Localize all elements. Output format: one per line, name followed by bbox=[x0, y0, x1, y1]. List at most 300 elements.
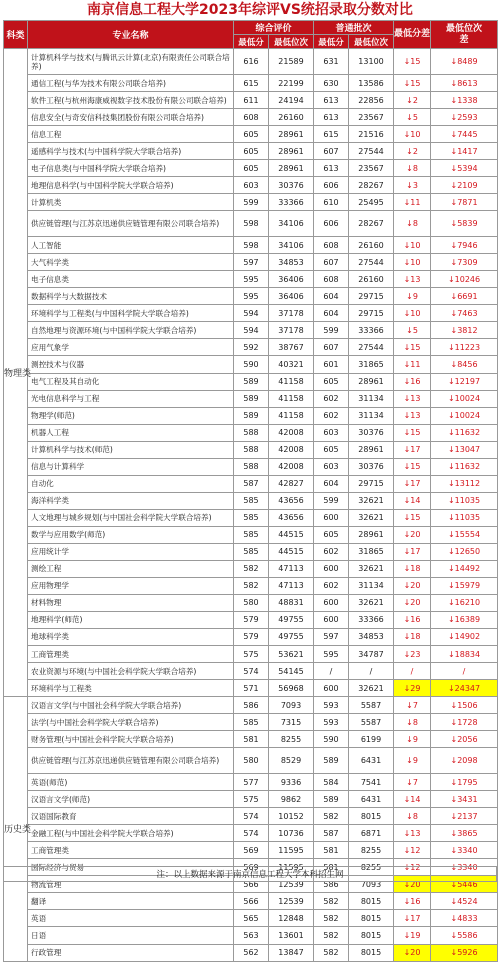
min-score-diff: ↓10 bbox=[394, 237, 431, 254]
min-rank-diff: ↓10246 bbox=[431, 271, 498, 288]
table-row bbox=[4, 109, 498, 126]
major-name: 法学(与中国社会科学院大学联合培养) bbox=[28, 714, 234, 731]
table-row bbox=[4, 697, 498, 714]
comp-min-rank: 9862 bbox=[269, 791, 314, 808]
footnote: 注：以上数据来源于南京信息工程大学本科招生网 bbox=[3, 866, 497, 882]
comp-min-rank: 28961 bbox=[269, 143, 314, 160]
major-name: 英语 bbox=[28, 910, 234, 927]
reg-min-rank: 28267 bbox=[349, 177, 394, 194]
table-row bbox=[4, 441, 498, 458]
comp-min-rank: 34106 bbox=[269, 237, 314, 254]
major-name: 信息与计算科学 bbox=[28, 458, 234, 475]
comp-min-rank: 12848 bbox=[269, 910, 314, 927]
table-row bbox=[4, 842, 498, 859]
min-rank-diff: ↓10024 bbox=[431, 407, 498, 424]
comp-min-rank: 41158 bbox=[269, 390, 314, 407]
reg-min-score: 582 bbox=[314, 910, 349, 927]
min-rank-diff: ↓13047 bbox=[431, 441, 498, 458]
reg-min-score: 589 bbox=[314, 748, 349, 774]
comp-min-score: 588 bbox=[234, 458, 269, 475]
reg-min-rank: 30376 bbox=[349, 424, 394, 441]
reg-min-score: 610 bbox=[314, 194, 349, 211]
min-rank-diff: ↓7871 bbox=[431, 194, 498, 211]
comp-min-rank: 40321 bbox=[269, 356, 314, 373]
comp-min-rank: 37178 bbox=[269, 305, 314, 322]
comp-min-score: 595 bbox=[234, 271, 269, 288]
min-score-diff: ↓20 bbox=[394, 577, 431, 594]
reg-min-score: 631 bbox=[314, 49, 349, 75]
reg-min-rank: 27544 bbox=[349, 143, 394, 160]
comp-min-rank: 8529 bbox=[269, 748, 314, 774]
comp-min-score: 580 bbox=[234, 748, 269, 774]
major-name: 应用物理学 bbox=[28, 577, 234, 594]
comp-min-score: 589 bbox=[234, 407, 269, 424]
major-name: 供应链管理(与江苏京迅递供应链管理有限公司联合培养) bbox=[28, 211, 234, 237]
comp-min-rank: 22199 bbox=[269, 75, 314, 92]
reg-min-score: 593 bbox=[314, 714, 349, 731]
header-min-rank-diff: 最低位次差 bbox=[431, 21, 498, 49]
comp-min-rank: 33366 bbox=[269, 194, 314, 211]
comp-min-score: 595 bbox=[234, 288, 269, 305]
comp-min-score: 616 bbox=[234, 49, 269, 75]
comp-min-rank: 26160 bbox=[269, 109, 314, 126]
comp-min-rank: 11595 bbox=[269, 859, 314, 876]
comp-min-rank: 13601 bbox=[269, 927, 314, 944]
table-row bbox=[4, 237, 498, 254]
comp-min-score: 605 bbox=[234, 126, 269, 143]
min-rank-diff: ↓5394 bbox=[431, 160, 498, 177]
major-name: 行政管理 bbox=[28, 944, 234, 961]
major-name: 自然地理与资源环境(与中国科学院大学联合培养) bbox=[28, 322, 234, 339]
header-regular: 普通批次 bbox=[314, 21, 394, 35]
major-name: 金融工程(与中国社会科学院大学联合培养) bbox=[28, 825, 234, 842]
min-rank-diff: ↓16389 bbox=[431, 611, 498, 628]
category-cell: 历史类 bbox=[4, 697, 28, 961]
min-rank-diff: ↓24347 bbox=[431, 680, 498, 697]
reg-min-rank: 33366 bbox=[349, 322, 394, 339]
min-score-diff: ↓8 bbox=[394, 714, 431, 731]
reg-min-score: 604 bbox=[314, 475, 349, 492]
comp-min-score: 594 bbox=[234, 322, 269, 339]
comp-min-rank: 12539 bbox=[269, 893, 314, 910]
table-row bbox=[4, 774, 498, 791]
reg-min-score: 600 bbox=[314, 611, 349, 628]
major-name: 人文地理与城乡规划(与中国社会科学院大学联合培养) bbox=[28, 509, 234, 526]
comp-min-score: 581 bbox=[234, 731, 269, 748]
reg-min-score: 602 bbox=[314, 577, 349, 594]
reg-min-score: 607 bbox=[314, 254, 349, 271]
min-rank-diff: ↓3431 bbox=[431, 791, 498, 808]
reg-min-rank: 8015 bbox=[349, 944, 394, 961]
table-row bbox=[4, 577, 498, 594]
min-score-diff: ↓7 bbox=[394, 697, 431, 714]
comp-min-score: 585 bbox=[234, 509, 269, 526]
min-score-diff: ↓15 bbox=[394, 509, 431, 526]
table-row bbox=[4, 731, 498, 748]
reg-min-score: 603 bbox=[314, 424, 349, 441]
table-row bbox=[4, 927, 498, 944]
reg-min-score: 605 bbox=[314, 373, 349, 390]
reg-min-rank: 29715 bbox=[349, 475, 394, 492]
min-rank-diff: ↓11035 bbox=[431, 509, 498, 526]
min-rank-diff: ↓4833 bbox=[431, 910, 498, 927]
comp-min-rank: 36406 bbox=[269, 288, 314, 305]
comp-min-rank: 42827 bbox=[269, 475, 314, 492]
major-name: 材料物理 bbox=[28, 594, 234, 611]
reg-min-score: 586 bbox=[314, 876, 349, 893]
table-row bbox=[4, 944, 498, 961]
major-name: 供应链管理(与江苏京迅递供应链管理有限公司联合培养) bbox=[28, 748, 234, 774]
min-score-diff: ↓15 bbox=[394, 75, 431, 92]
comp-min-score: 592 bbox=[234, 339, 269, 356]
major-name: 国际经济与贸易 bbox=[28, 859, 234, 876]
reg-min-score: 582 bbox=[314, 808, 349, 825]
min-score-diff: ↓20 bbox=[394, 594, 431, 611]
major-name: 通信工程(与华为技术有限公司联合培养) bbox=[28, 75, 234, 92]
comp-min-score: 579 bbox=[234, 628, 269, 645]
table-row bbox=[4, 49, 498, 75]
header-reg-min-rank: 最低位次 bbox=[349, 35, 394, 49]
page-title: 南京信息工程大学2023年综评VS统招录取分数对比 bbox=[87, 2, 413, 18]
min-rank-diff: ↓3812 bbox=[431, 322, 498, 339]
reg-min-rank: 32621 bbox=[349, 560, 394, 577]
table-row bbox=[4, 475, 498, 492]
comp-min-rank: 49755 bbox=[269, 628, 314, 645]
reg-min-rank: 8015 bbox=[349, 893, 394, 910]
reg-min-score: 582 bbox=[314, 927, 349, 944]
min-score-diff: ↓15 bbox=[394, 49, 431, 75]
min-rank-diff: ↓1338 bbox=[431, 92, 498, 109]
min-rank-diff: ↓8489 bbox=[431, 49, 498, 75]
comp-min-rank: 53621 bbox=[269, 646, 314, 663]
reg-min-rank: 5587 bbox=[349, 697, 394, 714]
major-name: 汉语国际教育 bbox=[28, 808, 234, 825]
reg-min-score: 602 bbox=[314, 407, 349, 424]
reg-min-score: 599 bbox=[314, 492, 349, 509]
comp-min-rank: 11595 bbox=[269, 842, 314, 859]
major-name: 翻译 bbox=[28, 893, 234, 910]
reg-min-rank: 22856 bbox=[349, 92, 394, 109]
min-score-diff: ↓18 bbox=[394, 628, 431, 645]
reg-min-score: 605 bbox=[314, 526, 349, 543]
comp-min-score: 566 bbox=[234, 893, 269, 910]
table-row bbox=[4, 791, 498, 808]
reg-min-rank: 31134 bbox=[349, 577, 394, 594]
comp-min-rank: 49755 bbox=[269, 611, 314, 628]
table-row bbox=[4, 594, 498, 611]
comp-min-rank: 13847 bbox=[269, 944, 314, 961]
comp-min-rank: 34853 bbox=[269, 254, 314, 271]
min-score-diff: ↓17 bbox=[394, 475, 431, 492]
reg-min-rank: 6431 bbox=[349, 791, 394, 808]
reg-min-rank: 34853 bbox=[349, 628, 394, 645]
min-score-diff: ↓20 bbox=[394, 526, 431, 543]
reg-min-score: 597 bbox=[314, 628, 349, 645]
header-comp-min-score: 最低分 bbox=[234, 35, 269, 49]
min-score-diff: ↓17 bbox=[394, 441, 431, 458]
reg-min-score: 600 bbox=[314, 594, 349, 611]
comp-min-rank: 56968 bbox=[269, 680, 314, 697]
major-name: 自动化 bbox=[28, 475, 234, 492]
min-score-diff: ↓10 bbox=[394, 305, 431, 322]
min-score-diff: ↓9 bbox=[394, 731, 431, 748]
major-name: 计算机科学与技术(与腾讯云计算(北京)有限责任公司联合培养) bbox=[28, 49, 234, 75]
comp-min-rank: 7315 bbox=[269, 714, 314, 731]
major-name: 大气科学类 bbox=[28, 254, 234, 271]
reg-min-score: 595 bbox=[314, 646, 349, 663]
reg-min-score: 607 bbox=[314, 143, 349, 160]
min-score-diff: ↓3 bbox=[394, 177, 431, 194]
comp-min-rank: 44515 bbox=[269, 543, 314, 560]
reg-min-rank: 8015 bbox=[349, 927, 394, 944]
reg-min-rank: 28961 bbox=[349, 373, 394, 390]
comp-min-score: 615 bbox=[234, 75, 269, 92]
min-score-diff: ↓10 bbox=[394, 126, 431, 143]
major-name: 遥感科学与技术(与中国科学院大学联合培养) bbox=[28, 143, 234, 160]
min-rank-diff: ↓18834 bbox=[431, 646, 498, 663]
major-name: 数据科学与大数据技术 bbox=[28, 288, 234, 305]
min-rank-diff: ↓7309 bbox=[431, 254, 498, 271]
min-score-diff: ↓12 bbox=[394, 842, 431, 859]
table-row bbox=[4, 458, 498, 475]
major-name: 财务管理(与中国社会科学院大学联合培养) bbox=[28, 731, 234, 748]
comp-min-score: 608 bbox=[234, 109, 269, 126]
min-score-diff: ↓15 bbox=[394, 339, 431, 356]
min-rank-diff: ↓15554 bbox=[431, 526, 498, 543]
reg-min-score: 613 bbox=[314, 92, 349, 109]
table-row bbox=[4, 373, 498, 390]
major-name: 电气工程及其自动化 bbox=[28, 373, 234, 390]
comp-min-score: 585 bbox=[234, 492, 269, 509]
major-name: 计算机类 bbox=[28, 194, 234, 211]
major-name: 测控技术与仪器 bbox=[28, 356, 234, 373]
min-rank-diff: ↓2593 bbox=[431, 109, 498, 126]
major-name: 人工智能 bbox=[28, 237, 234, 254]
header-min-diff: 最低分差 bbox=[394, 21, 431, 49]
reg-min-score: 601 bbox=[314, 356, 349, 373]
header-comp-min-rank: 最低位次 bbox=[269, 35, 314, 49]
min-rank-diff: ↓3340 bbox=[431, 859, 498, 876]
min-score-diff: ↓17 bbox=[394, 543, 431, 560]
comp-min-score: 569 bbox=[234, 859, 269, 876]
reg-min-rank: 5587 bbox=[349, 714, 394, 731]
min-rank-diff: ↓16210 bbox=[431, 594, 498, 611]
reg-min-score: 582 bbox=[314, 944, 349, 961]
comp-min-score: 605 bbox=[234, 160, 269, 177]
comp-min-score: 563 bbox=[234, 927, 269, 944]
min-rank-diff: ↓8613 bbox=[431, 75, 498, 92]
min-score-diff: ↓15 bbox=[394, 424, 431, 441]
reg-min-rank: 33366 bbox=[349, 611, 394, 628]
comp-min-rank: 12539 bbox=[269, 876, 314, 893]
comp-min-score: 598 bbox=[234, 237, 269, 254]
min-rank-diff: / bbox=[431, 663, 498, 680]
min-score-diff: ↓23 bbox=[394, 646, 431, 663]
comp-min-rank: 9336 bbox=[269, 774, 314, 791]
min-score-diff: ↓11 bbox=[394, 194, 431, 211]
reg-min-rank: 31134 bbox=[349, 390, 394, 407]
table-row bbox=[4, 825, 498, 842]
major-name: 应用气象学 bbox=[28, 339, 234, 356]
comp-min-rank: 44515 bbox=[269, 526, 314, 543]
table-row bbox=[4, 628, 498, 645]
min-rank-diff: ↓14902 bbox=[431, 628, 498, 645]
reg-min-rank: 13586 bbox=[349, 75, 394, 92]
major-name: 地理科学(师范) bbox=[28, 611, 234, 628]
comp-min-rank: 41158 bbox=[269, 373, 314, 390]
major-name: 汉语言文学(师范) bbox=[28, 791, 234, 808]
header-major: 专业名称 bbox=[28, 21, 234, 49]
reg-min-score: 593 bbox=[314, 697, 349, 714]
table-row bbox=[4, 288, 498, 305]
min-score-diff: ↓13 bbox=[394, 390, 431, 407]
major-name: 环境科学与工程类(与中国科学院大学联合培养) bbox=[28, 305, 234, 322]
min-rank-diff: ↓7946 bbox=[431, 237, 498, 254]
table-row bbox=[4, 663, 498, 680]
reg-min-rank: 27544 bbox=[349, 254, 394, 271]
comp-min-rank: 54145 bbox=[269, 663, 314, 680]
major-name: 汉语言文学(与中国社会科学院大学联合培养) bbox=[28, 697, 234, 714]
min-rank-diff: ↓15979 bbox=[431, 577, 498, 594]
reg-min-rank: 32621 bbox=[349, 594, 394, 611]
min-score-diff: ↓16 bbox=[394, 373, 431, 390]
comp-min-score: 565 bbox=[234, 910, 269, 927]
comp-min-rank: 7093 bbox=[269, 697, 314, 714]
reg-min-score: 613 bbox=[314, 160, 349, 177]
reg-min-rank: 32621 bbox=[349, 492, 394, 509]
comp-min-score: 575 bbox=[234, 646, 269, 663]
reg-min-score: 604 bbox=[314, 305, 349, 322]
comp-min-rank: 47113 bbox=[269, 560, 314, 577]
major-name: 软件工程(与杭州海康威视数字技术股份有限公司联合培养) bbox=[28, 92, 234, 109]
comp-min-score: 574 bbox=[234, 663, 269, 680]
table-row bbox=[4, 160, 498, 177]
min-rank-diff: ↓1728 bbox=[431, 714, 498, 731]
comp-min-rank: 10736 bbox=[269, 825, 314, 842]
min-rank-diff: ↓3865 bbox=[431, 825, 498, 842]
min-rank-diff: ↓12197 bbox=[431, 373, 498, 390]
reg-min-score: 587 bbox=[314, 825, 349, 842]
reg-min-score: 603 bbox=[314, 458, 349, 475]
comp-min-rank: 36406 bbox=[269, 271, 314, 288]
min-score-diff: ↓17 bbox=[394, 910, 431, 927]
comp-min-rank: 28961 bbox=[269, 126, 314, 143]
reg-min-score: 599 bbox=[314, 322, 349, 339]
table-row bbox=[4, 611, 498, 628]
comp-min-score: 574 bbox=[234, 825, 269, 842]
header-category: 科类 bbox=[4, 21, 28, 49]
reg-min-rank: 21516 bbox=[349, 126, 394, 143]
reg-min-score: 604 bbox=[314, 288, 349, 305]
min-rank-diff: ↓2098 bbox=[431, 748, 498, 774]
comp-min-rank: 43656 bbox=[269, 509, 314, 526]
comp-min-score: 582 bbox=[234, 560, 269, 577]
comp-min-score: 588 bbox=[234, 424, 269, 441]
min-score-diff: ↓2 bbox=[394, 143, 431, 160]
reg-min-score: / bbox=[314, 663, 349, 680]
reg-min-score: 613 bbox=[314, 109, 349, 126]
comp-min-score: 575 bbox=[234, 791, 269, 808]
reg-min-rank: 13100 bbox=[349, 49, 394, 75]
min-rank-diff: ↓1506 bbox=[431, 697, 498, 714]
table-row bbox=[4, 92, 498, 109]
reg-min-rank: 23567 bbox=[349, 109, 394, 126]
min-score-diff: ↓14 bbox=[394, 492, 431, 509]
reg-min-rank: 23567 bbox=[349, 160, 394, 177]
reg-min-rank: 29715 bbox=[349, 305, 394, 322]
min-score-diff: ↓20 bbox=[394, 944, 431, 961]
major-name: 测绘工程 bbox=[28, 560, 234, 577]
category-cell: 物理类 bbox=[4, 49, 28, 697]
comp-min-score: 585 bbox=[234, 714, 269, 731]
min-score-diff: ↓13 bbox=[394, 825, 431, 842]
comp-min-score: 603 bbox=[234, 177, 269, 194]
major-name: 英语(师范) bbox=[28, 774, 234, 791]
major-name: 机器人工程 bbox=[28, 424, 234, 441]
min-score-diff: ↓5 bbox=[394, 322, 431, 339]
min-score-diff: ↓10 bbox=[394, 254, 431, 271]
min-rank-diff: ↓5586 bbox=[431, 927, 498, 944]
comp-min-score: 598 bbox=[234, 211, 269, 237]
comp-min-score: 574 bbox=[234, 808, 269, 825]
table-row bbox=[4, 680, 498, 697]
table-row bbox=[4, 194, 498, 211]
reg-min-score: 606 bbox=[314, 211, 349, 237]
reg-min-rank: 26160 bbox=[349, 271, 394, 288]
reg-min-score: 581 bbox=[314, 842, 349, 859]
min-rank-diff: ↓5446 bbox=[431, 876, 498, 893]
min-rank-diff: ↓7445 bbox=[431, 126, 498, 143]
min-score-diff: ↓8 bbox=[394, 211, 431, 237]
reg-min-rank: 28267 bbox=[349, 211, 394, 237]
table-body bbox=[4, 49, 498, 962]
reg-min-score: 590 bbox=[314, 731, 349, 748]
min-score-diff: ↓13 bbox=[394, 407, 431, 424]
table-row bbox=[4, 75, 498, 92]
major-name: 工商管理类 bbox=[28, 646, 234, 663]
header-comprehensive: 综合评价 bbox=[234, 21, 314, 35]
comp-min-score: 589 bbox=[234, 373, 269, 390]
min-rank-diff: ↓2137 bbox=[431, 808, 498, 825]
reg-min-score: 600 bbox=[314, 680, 349, 697]
table-row bbox=[4, 509, 498, 526]
reg-min-rank: 28961 bbox=[349, 441, 394, 458]
min-rank-diff: ↓5839 bbox=[431, 211, 498, 237]
min-rank-diff: ↓2109 bbox=[431, 177, 498, 194]
min-rank-diff: ↓14492 bbox=[431, 560, 498, 577]
header-reg-min-score: 最低分 bbox=[314, 35, 349, 49]
major-name: 信息安全(与奇安信科技集团股份有限公司联合培养) bbox=[28, 109, 234, 126]
comp-min-rank: 42008 bbox=[269, 424, 314, 441]
major-name: 地球科学类 bbox=[28, 628, 234, 645]
major-name: 农业资源与环境(与中国社会科学院大学联合培养) bbox=[28, 663, 234, 680]
comp-min-rank: 34106 bbox=[269, 211, 314, 237]
reg-min-score: 600 bbox=[314, 560, 349, 577]
min-rank-diff: ↓10024 bbox=[431, 390, 498, 407]
min-rank-diff: ↓4524 bbox=[431, 893, 498, 910]
table-row bbox=[4, 126, 498, 143]
reg-min-score: 615 bbox=[314, 126, 349, 143]
reg-min-score: 630 bbox=[314, 75, 349, 92]
reg-min-score: 602 bbox=[314, 390, 349, 407]
reg-min-rank: 26160 bbox=[349, 237, 394, 254]
reg-min-rank: 27544 bbox=[349, 339, 394, 356]
reg-min-rank: 25495 bbox=[349, 194, 394, 211]
major-name: 物流管理 bbox=[28, 876, 234, 893]
min-score-diff: ↓8 bbox=[394, 160, 431, 177]
table-row bbox=[4, 492, 498, 509]
min-rank-diff: ↓6691 bbox=[431, 288, 498, 305]
